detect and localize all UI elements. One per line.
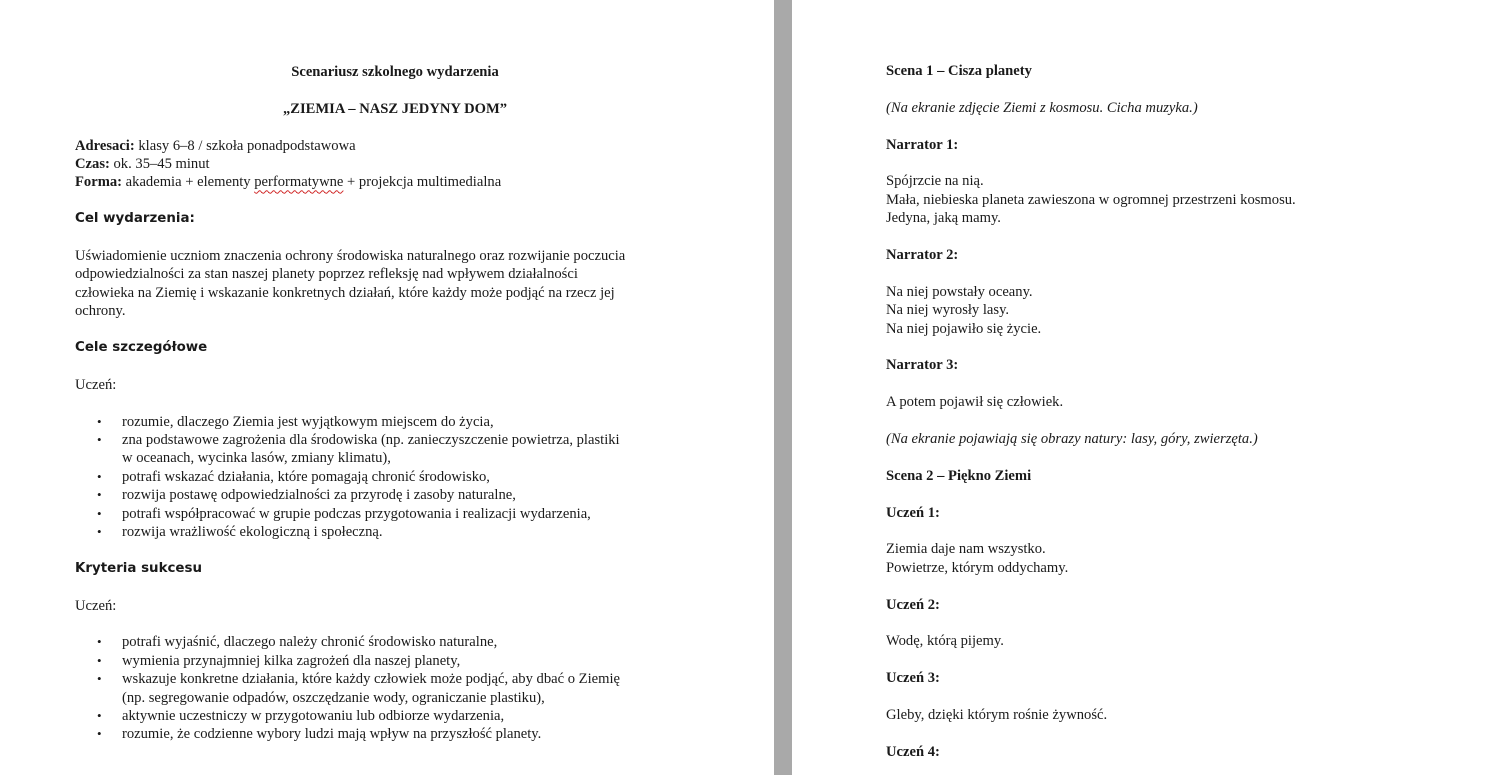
list-item (122, 652, 715, 670)
page-gap-divider (774, 0, 792, 775)
success-criteria-heading: Kryteria sukcesu (75, 560, 203, 576)
list-item (122, 505, 715, 523)
page-content (75, 63, 715, 744)
list-item (122, 468, 715, 486)
list-item (122, 707, 715, 725)
dialogue-line: A potem pojawił się człowiek. (886, 394, 1064, 411)
list-item-text: zna podstawowe zagrożenia dla środowiska (np. zanieczyszczenie powietrza, plastiki (122, 432, 620, 449)
success-criteria-list (75, 633, 715, 743)
list-item-text: wymienia przynajmniej kilka zagrożeń dla naszej planety, (122, 652, 461, 669)
goal-line: ochrony. (75, 303, 126, 320)
page-content (886, 62, 1486, 761)
list-item (122, 633, 715, 651)
dialogue-line: Na niej powstały oceany. (886, 283, 1033, 300)
meta-label: Czas: (75, 156, 110, 172)
dialogue-line: Jedyna, jaką mamy. (886, 210, 1001, 227)
goal-line: człowieka na Ziemię i wskazanie konkretnych działań, które każdy może podjąć na rzecz jej (75, 284, 615, 301)
meta-value: klasy 6–8 / szkoła ponadpodstawowa (134, 137, 356, 154)
meta-label: Adresaci: (75, 137, 135, 154)
list-item (122, 413, 715, 431)
list-item-text: rozwija postawę odpowiedzialności za przyrodę i zasoby naturalne, (122, 487, 516, 504)
dialogue-line: Spójrzcie na nią. (886, 173, 984, 190)
detailed-goals-list (75, 413, 715, 542)
list-item-text: rozumie, dlaczego Ziemia jest wyjątkowym miejscem do życia, (122, 413, 494, 430)
dialogue-line: Na niej wyrosły lasy. (886, 302, 1010, 319)
stage-direction: (Na ekranie zdjęcie Ziemi z kosmosu. Cicha muzyka.) (886, 99, 1198, 116)
spellcheck-marked-word[interactable]: performatywne (254, 174, 344, 191)
list-item (122, 670, 715, 707)
list-item-text: w oceanach, wycinka lasów, zmiany klimatu), (122, 450, 391, 467)
narrator2-label: Narrator 2: (886, 247, 959, 263)
meta-value: + projekcja multimedialna (343, 174, 502, 191)
dialogue-line: Wodę, którą pijemy. (886, 633, 1004, 650)
detailed-goals-intro: Uczeń: (75, 376, 117, 393)
scene1-heading: Scena 1 – Cisza planety (886, 63, 1032, 79)
meta-time (75, 155, 715, 173)
dialogue-line: Gleby, dzięki którym rośnie żywność. (886, 706, 1108, 723)
student1-label: Uczeń 1: (886, 504, 940, 521)
meta-form (75, 173, 715, 191)
list-item (122, 523, 715, 541)
list-item-text: potrafi wyjaśnić, dlaczego należy chronić środowisko naturalne, (122, 634, 498, 651)
meta-audience (75, 137, 715, 155)
success-criteria-intro: Uczeń: (75, 597, 117, 614)
narrator1-label: Narrator 1: (886, 136, 959, 153)
list-item-text: potrafi wskazać działania, które pomagają chronić środowisko, (122, 468, 490, 485)
list-item-text: aktywnie uczestniczy w przygotowaniu lub odbiorze wydarzenia, (122, 708, 505, 725)
dialogue-line: Ziemia daje nam wszystko. (886, 541, 1046, 558)
list-item-text: rozwija wrażliwość ekologiczną i społeczną. (122, 524, 383, 541)
student4-label: Uczeń 4: (886, 743, 940, 760)
list-item (122, 431, 715, 468)
goal-line: odpowiedzialności za stan naszej planety poprzez refleksję nad wpływem działalności (75, 266, 578, 283)
student3-label: Uczeń 3: (886, 670, 940, 687)
list-item-text: wskazuje konkretne działania, które każdy człowiek może podjąć, aby dbać o Ziemię (122, 671, 621, 688)
goal-line: Uświadomienie uczniom znaczenia ochrony środowiska naturalnego oraz rozwijanie poczucia (75, 248, 626, 264)
goal-heading: Cel wydarzenia: (75, 211, 195, 227)
meta-label: Forma: (75, 174, 123, 191)
dialogue-line: Mała, niebieska planeta zawieszona w ogromnej przestrzeni kosmosu. (886, 191, 1296, 208)
list-item-text: potrafi współpracować w grupie podczas przygotowania i realizacji wydarzenia, (122, 505, 591, 522)
list-item (122, 486, 715, 504)
list-item (122, 725, 715, 743)
list-item-text: (np. segregowanie odpadów, oszczędzanie wody, ograniczanie plastiku), (122, 689, 545, 706)
stage-direction: (Na ekranie pojawiają się obrazy natury: lasy, góry, zwierzęta.) (886, 431, 1258, 447)
meta-value: ok. 35–45 minut (109, 156, 210, 172)
detailed-goals-heading: Cele szczegółowe (75, 340, 208, 356)
meta-value: akademia + elementy (122, 174, 255, 191)
document-title: Scenariusz szkolnego wydarzenia (291, 64, 499, 80)
scene2-heading: Scena 2 – Piękno Ziemi (886, 467, 1032, 484)
narrator3-label: Narrator 3: (886, 357, 959, 374)
dialogue-line: Na niej pojawiło się życie. (886, 320, 1042, 337)
document-page-right (792, 0, 1507, 775)
dialogue-line: Powietrze, którym oddychamy. (886, 559, 1069, 576)
student2-label: Uczeń 2: (886, 596, 940, 613)
document-subtitle: „ZIEMIA – NASZ JEDYNY DOM” (282, 100, 508, 117)
list-item-text: rozumie, że codzienne wybory ludzi mają wpływ na przyszłość planety. (122, 726, 542, 743)
